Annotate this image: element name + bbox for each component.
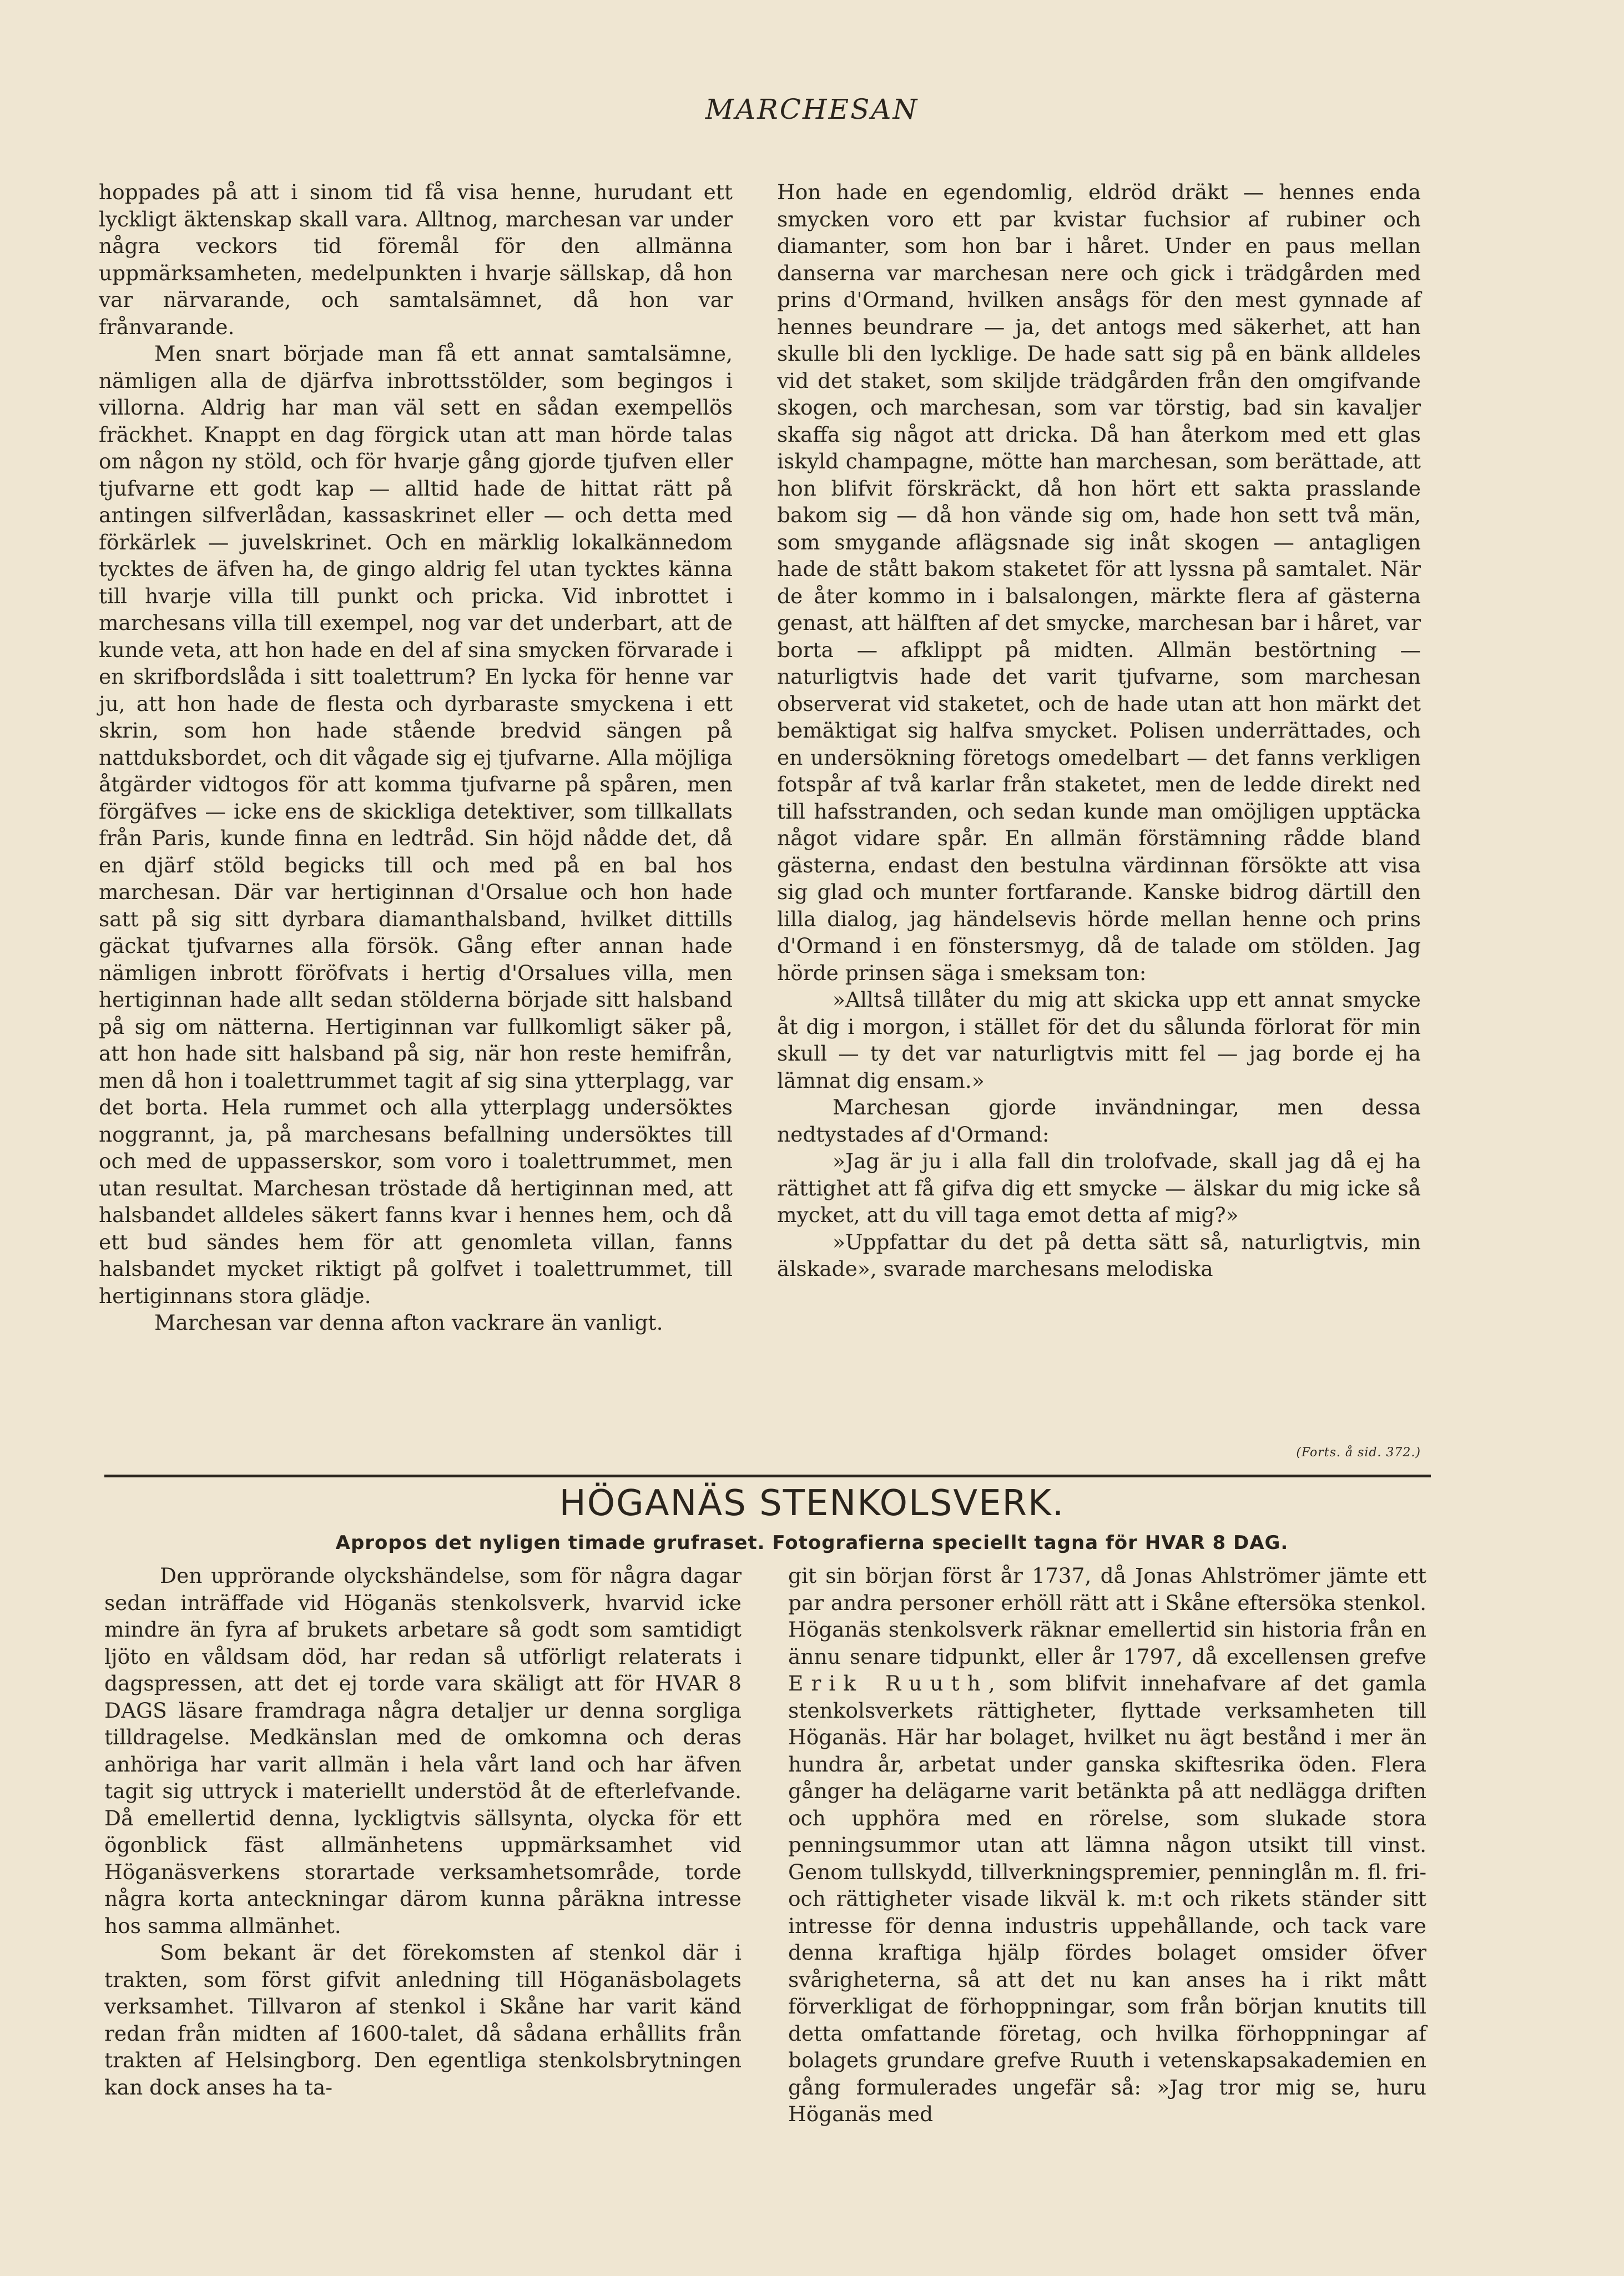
article-paragraph xyxy=(788,1562,1426,2128)
article-title: HÖGANÄS STENKOLSVERK. xyxy=(559,1483,1065,1524)
story-column-left xyxy=(99,179,733,1450)
story-paragraph: Marchesan gjorde invändningar, men dessa nedtystades af d'Ormand: xyxy=(777,1095,1421,1147)
story-paragraph: Men snart började man få ett annat samtalsämne, nämligen alla de djärfva inbrottsstölder, som begingos i villorna. Aldrig har man väl sett en sådan exempellös fräckhet. Knappt en dag förgick utan att man hörde talas om någon ny stöld, och för hvarje gång gjorde tjufven eller tjufvarne ett godt kap — alltid hade de hittat rätt på antingen silfverlådan, kassaskrinet eller — och detta med förkärlek — juvelskrinet. Och en märklig lokalkännedom tycktes de äfven ha, de gingo aldrig fel utan tycktes känna till hvarje villa till punkt och pricka. Vid inbrottet i marchesans villa till exempel, nog var det underbart, att de kunde veta, att hon hade en del af sina smycken förvarade i en skrifbordslåda i sitt toalettrum? En lycka för henne var ju, att hon hade de flesta och dyrbaraste smyckena i ett skrin, som hon hade stående bredvid sängen på nattduksbordet, och dit vågade sig ej tjufvarne. Alla möjliga åtgärder vidtogos för att komma tjufvarne på spåren, men förgäfves — icke ens de skickliga detektiver, som tillkallats från Paris, kunde finna en ledtråd. Sin höjd nådde det, då en djärf stöld begicks till och med på en bal hos marchesan. Där var hertiginnan d'Orsalue och hon hade satt på sig sitt dyrbara diamanthalsband, hvilket dittills gäckat tjufvarnes alla försök. Gång efter annan hade nämligen inbrott föröfvats i hertig d'Orsalues villa, men hertiginnan hade allt sedan stölderna började sitt halsband på sig om nätterna. Hertiginnan var fullkomligt säker på, att hon hade sitt halsband på sig, när hon reste hemifrån, men då hon i toalettrummet tagit af sig sina ytterplagg, var det borta. Hela rummet och alla ytterplagg undersöktes noggrannt, ja, på marchesans befallning undersöktes till och med de uppasserskor, som voro i toalettrummet, men utan resultat. Marchesan tröstade då hertiginnan med, att halsbandet alldeles säkert fanns kvar i hennes hem, och då ett bud sändes hem för att genomleta villan, fanns halsbandet mycket riktigt på golfvet i toalettrummet, till hertiginnans stora glädje. xyxy=(99,341,733,1308)
section-divider xyxy=(104,1475,1431,1477)
story-quote: »Alltså tillåter du mig att skicka upp ett annat smycke åt dig i morgon, i stället för det du sålunda förlorat för min skull — ty det var naturligtvis mitt fel — jag borde ej ha lämnat dig ensam.» xyxy=(777,987,1421,1093)
continuation-note: (Forts. å sid. 372.) xyxy=(1296,1446,1421,1460)
story-paragraph: Hon hade en egendomlig, eldröd dräkt — hennes enda smycken voro ett par kvistar fuchsior af rubiner och diamanter, som hon bar i håret. Under en paus mellan danserna var marchesan nere och gick i trädgården med prins d'Ormand, hvilken ansågs för den mest gynnade af hennes beundrare — ja, det antogs med säkerhet, att han skulle bli den lycklige. De hade satt sig på en bänk alldeles vid det staket, som skiljde trädgården från den omgifvande skogen, och marchesan, som var törstig, bad sin kavaljer skaffa sig något att dricka. Då han återkom med ett glas iskyld champagne, mötte han marchesan, som berättade, att hon blifvit förskräckt, då hon hört ett sakta prasslande bakom sig — då hon vände sig om, hade hon sett två män, som smygande aflägsnade sig inåt skogen — antagligen hade de stått bakom staketet för att lyssna på samtalet. När de åter kommo in i balsalongen, märkte flera af gästerna genast, att hälften af det smycke, marchesan bar i håret, var borta — afklippt på midten. Allmän bestörtning — naturligtvis hade det varit tjufvarne, som marchesan observerat vid staketet, och de hade utan att hon märkt det bemäktigat sig halfva smycket. Polisen underrättades, och en undersökning företogs omedelbart — det fanns verkligen fotspår af två karlar från staketet, men de ledde direkt ned till hafsstranden, och sedan kunde man omöjligen upptäcka något vidare spår. En allmän förstämning rådde bland gästerna, endast den bestulna värdinnan försökte att visa sig glad och munter fortfarande. Kanske bidrog därtill den lilla dialog, jag händelsevis hörde mellan henne och prins d'Ormand i en fönstersmyg, då de talade om stölden. Jag hörde prinsen säga i smeksam ton: xyxy=(777,180,1421,985)
article-text: git sin början först år 1737, då Jonas Ahlströmer jämte ett par andra personer erhöll rätt att i Skåne eftersöka stenkol. Höganäs stenkolsverk räknar emellertid sin historia från en ännu senare tidpunkt, eller år 1797, då excellensen grefve xyxy=(788,1563,1426,1669)
person-name: Erik Ruuth xyxy=(788,1671,988,1695)
story-paragraph: hoppades på att i sinom tid få visa henne, hurudant ett lyckligt äktenskap skall vara. Alltnog, marchesan var under några veckors tid föremål för den allmänna uppmärksamheten, medelpunkten i hvarje sällskap, då hon var närvarande, och samtalsämnet, då hon var frånvarande. xyxy=(99,180,733,339)
article-column-left xyxy=(104,1562,742,2170)
article-column-right xyxy=(788,1562,1426,2170)
story-paragraph: Marchesan var denna afton vackrare än vanligt. xyxy=(154,1310,663,1335)
article-text: , som blifvit innehafvare af det gamla stenkolsverkets rättigheter, flyttade verksamheten till Höganäs. Här har bolaget, hvilket nu ägt bestånd i mer än hundra år, arbetat under ganska skiftesrika öden. Flera gånger ha delägarne varit betänkta på att nedlägga driften och upphöra med en rörelse, som slukade stora penningsummor utan att lämna någon utsikt till vinst. Genom tullskydd, tillverkningspremier, penninglån m. fl. fri- och rättigheter visade likväl k. m:t och rikets ständer sitt intresse för denna industris uppehållande, och tack vare denna kraftiga hjälp fördes bolaget omsider öfver svårigheterna, så att det nu kan anses ha i rikt mått förverkligat de förhoppningar, som från början knutits till detta omfattande företag, och hvilka förhoppningar af bolagets grundare grefve Ruuth i vetenskapsakademien en gång formulerades ungefär så: »Jag tror mig se, huru Höganäs med xyxy=(788,1671,1426,2126)
running-title: MARCHESAN xyxy=(705,93,919,125)
story-column-right xyxy=(777,179,1421,1455)
article-paragraph: Den upprörande olyckshändelse, som för några dagar sedan inträffade vid Höganäs stenkolsverk, hvarvid icke mindre än fyra af brukets arbetare så godt som samtidigt ljöto en våldsam död, har redan så utförligt relaterats i dagspressen, att det ej torde vara skäligt att för HVAR 8 DAGS läsare framdraga några detaljer ur denna sorgliga tilldragelse. Medkänslan med de omkomna och deras anhöriga har varit allmän i hela vårt land och har äfven tagit sig uttryck i materiellt understöd åt de efterlefvande. Då emellertid denna, lyckligtvis sällsynta, olycka för ett ögonblick fäst allmänhetens uppmärksamhet vid Höganäsverkens storartade verksamhetsområde, torde några korta anteckningar därom kunna påräkna intresse hos samma allmänhet. xyxy=(104,1563,742,1938)
story-quote: »Jag är ju i alla fall din trolofvade, skall jag då ej ha rättighet att få gifva dig ett smycke — älskar du mig icke så mycket, att du vill taga emot detta af mig?» xyxy=(777,1149,1421,1227)
article-paragraph: Som bekant är det förekomsten af stenkol där i trakten, som först gifvit anledning till Höganäsbolagets verksamhet. Tillvaron af stenkol i Skåne har varit känd redan från midten af 1600-talet, då sådana erhållits från trakten af Helsingborg. Den egentliga stenkolsbrytningen kan dock anses ha ta- xyxy=(104,1940,742,2100)
article-subtitle: Apropos det nyligen timade grufraset. Fotografierna speciellt tagna för HVAR 8 DAG. xyxy=(335,1532,1289,1554)
story-quote: »Uppfattar du det på detta sätt så, naturligtvis, min älskade», svarade marchesans melodiska xyxy=(777,1229,1421,1281)
